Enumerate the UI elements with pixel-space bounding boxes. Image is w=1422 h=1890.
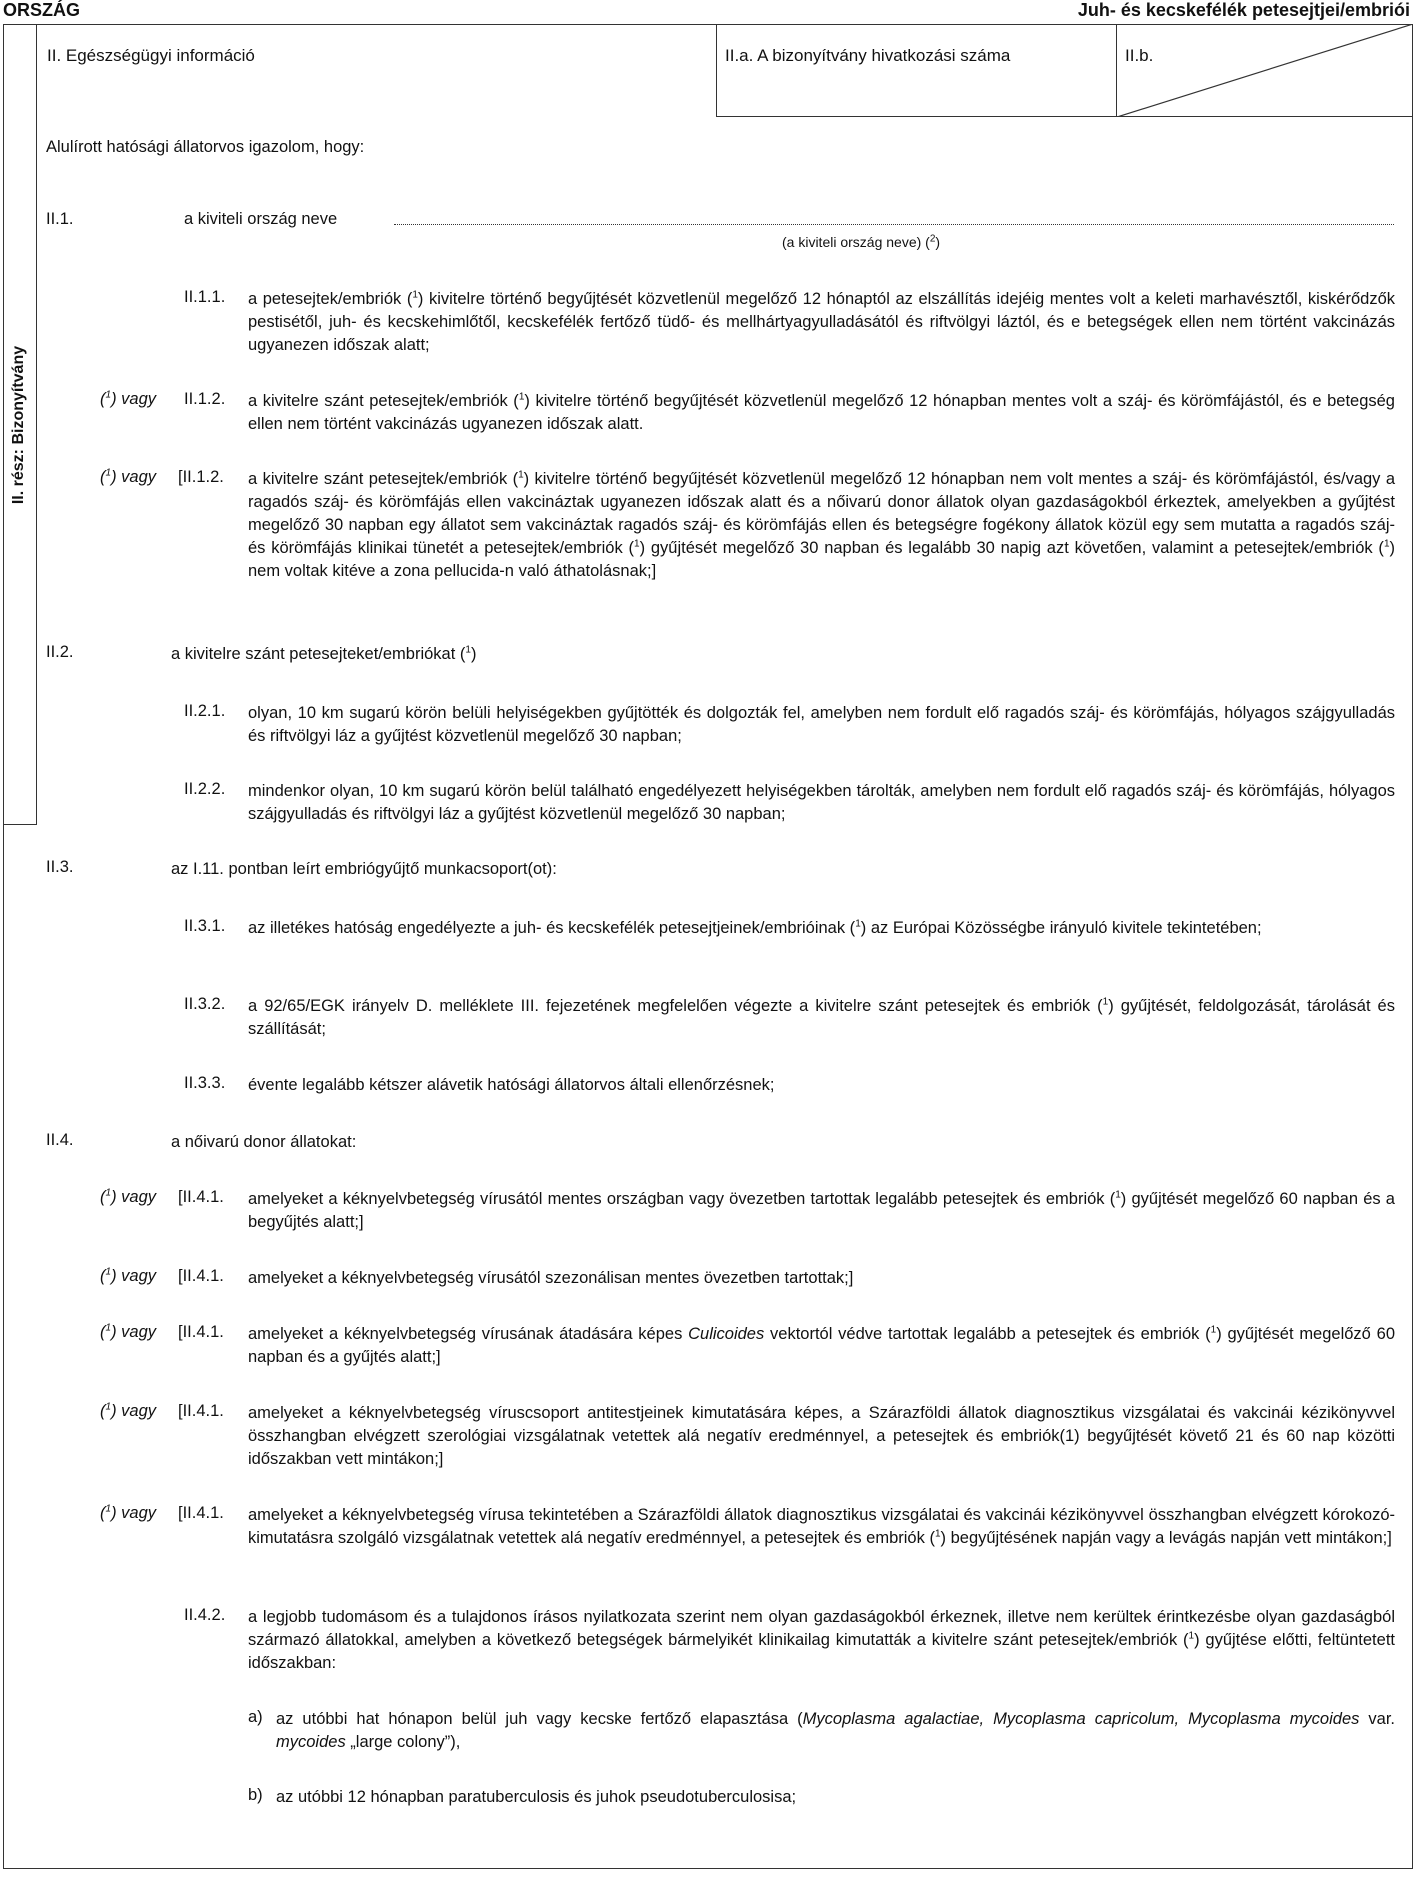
header-country: ORSZÁG: [3, 0, 81, 20]
ii2-num: II.2.: [46, 643, 74, 661]
ii11-text: a petesejtek/embriók ($^1$) kivitelre történő begyűjtését közvetlenül megelőző 12 hónaptól az elszállítás idejéig mentes volt a keleti marhavésztől, kiskérődzők pestisétől, juh- és kecskehimlőtől, kecskefélék fertőző tüdő- és mellhártyagyulladásától és riftvölgyi láztól, és e betegségek ellen nem történt vakcinázás ugyanezen időszak alatt;: [248, 289, 1396, 354]
ii41b-num: [II.4.1.: [178, 1267, 224, 1285]
ii41a-option: ($^1$) vagy: [100, 1187, 157, 1206]
side-divider: [36, 24, 37, 824]
iib-diagonal: [1117, 24, 1413, 117]
ii41b-text: amelyeket a kéknyelvbetegség vírusától szezonálisan mentes övezetben tartottak;]: [248, 1269, 854, 1287]
ii1-caption: (a kiviteli ország neve) ($^2$): [782, 233, 941, 250]
ii41c-option: ($^1$) vagy: [100, 1322, 157, 1341]
item-b-text: az utóbbi 12 hónapban paratuberculosis és juhok pseudotuberculosisa;: [276, 1788, 797, 1806]
ii22-text: mindenkor olyan, 10 km sugarú körön belül található engedélyezett helyiségekben tárolták, amelyben nem fordult elő ragadós száj- és körömfájás, hólyagos szájgyulladás és riftvölgyi láz a gyűjtést közvetlenül megelőző 30 napban;: [248, 782, 1395, 823]
ii31-num: II.3.1.: [184, 917, 226, 935]
item-b-label: b): [248, 1786, 263, 1804]
ii41e-option: ($^1$) vagy: [100, 1503, 157, 1522]
item-a-text: az utóbbi hat hónapon belül juh vagy kecske fertőző elapasztása (Mycoplasma agalactiae, Mycoplasma capricolum, Mycoplasma mycoides var. mycoides „large colony”),: [276, 1710, 1395, 1751]
ii3-num: II.3.: [46, 858, 74, 876]
ii41e-num: [II.4.1.: [178, 1504, 224, 1522]
ii41a-num: [II.4.1.: [178, 1188, 224, 1206]
reference-label: II.a. A bizonyítvány hivatkozási száma: [725, 46, 1011, 65]
header-title: Juh- és kecskefélék petesejtjei/embriói: [1077, 0, 1410, 20]
ii21-text: olyan, 10 km sugarú körön belüli helyiségekben gyűjtötték és dolgozták fel, amelyben nem fordult elő ragadós száj- és körömfájás, hólyagos szájgyulladás és riftvölgyi láz a gyűjtést közvetlenül megelőző 30 napban;: [248, 704, 1395, 745]
ii32-num: II.3.2.: [184, 995, 226, 1013]
ii33-num: II.3.3.: [184, 1074, 226, 1092]
iib-label: II.b.: [1125, 46, 1154, 65]
ii12b-num: [II.1.2.: [178, 468, 224, 486]
health-info-label: II. Egészségügyi információ: [47, 46, 255, 65]
ii41d-num: [II.4.1.: [178, 1402, 224, 1420]
ii31-text: az illetékes hatóság engedélyezte a juh- és kecskefélék petesejtjeinek/embrióinak ($^1$) az Európai Közösségbe irányuló kivitele tekintetében;: [248, 918, 1262, 937]
ii12b-text: a kivitelre szánt petesejtek/embriók ($^1$) kivitelre történő begyűjtését közvetlenül megelőző 12 hónapban nem volt mentes a száj- és körömfájástól, és/vagy a ragadós száj- és körömfájás ellen vakcináztak ugyanezen időszak alatt és a nőivarú donor állatok olyan gazdaságokból érkeztek, amelyekben a gyűjtést megelőző 30 napban egy állatot sem vakcináztak ragadós száj- és körömfájás ellen és betegségre fogékony állatok közül egy sem mutatta a ragadós száj- és körömfájás klinikai tünetét a petesejtek/embriók ($^1$) gyűjtését megelőző 30 napban és legalább 30 napig azt követően, valamint a petesejtek/embriók ($^1$) nem voltak kitéve a zona pellucida-n való áthatolásnak;]: [248, 469, 1395, 580]
side-label: II. rész: Bizonyítvány: [10, 345, 27, 505]
reference-cell: [717, 24, 1117, 117]
ii41e-text: amelyeket a kéknyelvbetegség vírusa tekintetében a Szárazföldi állatok diagnosztikus vizsgálatai és vakcinái kézikönyvvel összhangban elvégzett kórokozó-kimutatásra szolgáló vizsgálatnak vetettek alá negatív eredménnyel, a petesejtek és embriók ($^1$) begyűjtésének napján vagy a levágás napján vett mintákon;]: [248, 1506, 1395, 1547]
intro-text: Alulírott hatósági állatorvos igazolom, hogy:: [46, 138, 365, 156]
ii11-num: II.1.1.: [184, 288, 226, 306]
ii41a-text: amelyeket a kéknyelvbetegség vírusától mentes országban vagy övezetben tartottak legalább petesejtek és embriók ($^1$) gyűjtését megelőző 60 napban és a begyűjtés alatt;]: [248, 1189, 1395, 1231]
ii4-text: a nőivarú donor állatokat:: [171, 1133, 357, 1151]
ii41c-text: amelyeket a kéknyelvbetegség vírusának átadására képes Culicoides vektortól védve tartottak legalább a petesejtek és embriók ($^1$) gyűjtését megelőző 60 napban és a gyűjtés alatt;]: [248, 1324, 1395, 1366]
ii12a-text: a kivitelre szánt petesejtek/embriók ($^1$) kivitelre történő begyűjtését közvetlenül megelőző 12 hónapban mentes volt a száj- és körömfájástól, és e betegség ellen nem történt vakcinázás ugyanezen időszak alatt.: [248, 391, 1395, 433]
ii3-text: az I.11. pontban leírt embriógyűjtő munkacsoport(ot):: [171, 860, 557, 878]
ii33-text: évente legalább kétszer alávetik hatósági állatorvos általi ellenőrzésnek;: [248, 1076, 775, 1094]
ii12a-num: II.1.2.: [184, 390, 226, 408]
ii22-num: II.2.2.: [184, 780, 226, 798]
ii21-num: II.2.1.: [184, 702, 226, 720]
ii1-text: a kiviteli ország neve: [184, 210, 338, 228]
ii41d-option: ($^1$) vagy: [100, 1401, 157, 1420]
ii4-num: II.4.: [46, 1131, 74, 1149]
ii2-text: a kivitelre szánt petesejteket/embriókat ($^1$): [171, 644, 477, 663]
health-info-cell: [37, 24, 717, 117]
ii41b-option: ($^1$) vagy: [100, 1266, 157, 1285]
ii42-num: II.4.2.: [184, 1606, 226, 1624]
side-box-bottom: [3, 824, 37, 825]
ii12b-option: ($^1$) vagy: [100, 467, 157, 486]
ii41c-num: [II.4.1.: [178, 1323, 224, 1341]
ii12a-option: ($^1$) vagy: [100, 389, 157, 408]
ii41d-text: amelyeket a kéknyelvbetegség víruscsoport antitestjeinek kimutatására képes, a Szárazföldi állatok diagnosztikus vizsgálatai és vakcinái kézikönyvvel összhangban elvégzett szerológiai vizsgálatnak vetettek alá negatív eredménnyel, a petesejtek és embriók(1) begyűjtését követő 21 és 60 nap közötti időszakban vett mintákon;]: [248, 1404, 1395, 1468]
ii1-num: II.1.: [46, 210, 74, 228]
iib-cell: [1117, 24, 1413, 117]
country-name-field[interactable]: [394, 224, 1394, 225]
item-a-label: a): [248, 1708, 263, 1726]
ii42-text: a legjobb tudomásom és a tulajdonos írásos nyilatkozata szerint nem olyan gazdaságokból érkeznek, illetve nem kerültek érintkezésbe olyan gazdaságból származó állatokkal, amelyben a következő betegségek bármelyikét klinikailag kimutatták a kivitelre szánt petesejtek/embriók ($^1$) gyűjtése előtti, feltüntetett időszakban:: [248, 1608, 1395, 1672]
ii32-text: a 92/65/EGK irányelv D. melléklete III. fejezetének megfelelően végezte a kivitelre szánt petesejtek és embriók ($^1$) gyűjtését, feldolgozását, tárolását és szállítását;: [248, 996, 1395, 1038]
